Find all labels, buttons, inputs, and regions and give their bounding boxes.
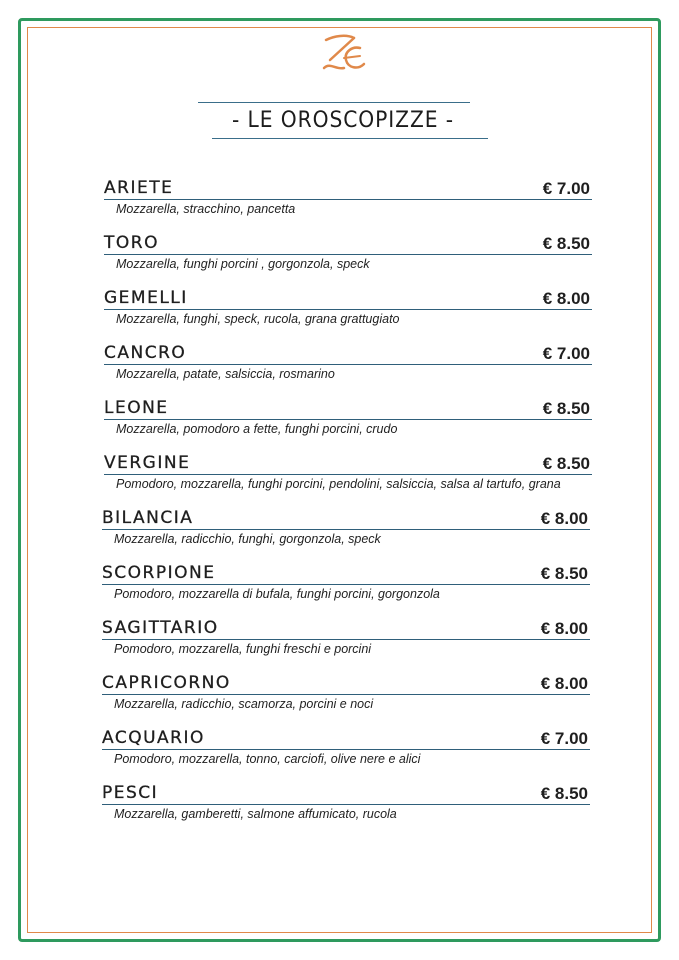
- pizza-price: € 7.00: [542, 344, 590, 363]
- item-rule: [102, 584, 590, 585]
- pizza-name: TORO: [104, 233, 159, 253]
- item-rule: [104, 364, 592, 365]
- item-rule: [104, 474, 592, 475]
- pizza-price: € 8.50: [542, 399, 590, 418]
- pizza-name: CAPRICORNO: [102, 673, 231, 693]
- pizza-ingredients: Pomodoro, mozzarella di bufala, funghi porcini, gorgonzola: [114, 587, 440, 601]
- menu-item: [102, 508, 592, 558]
- item-rule: [104, 199, 592, 200]
- pizza-ingredients: Mozzarella, pomodoro a fette, funghi porcini, crudo: [116, 422, 398, 436]
- menu-item: [102, 618, 592, 668]
- item-rule: [102, 749, 590, 750]
- pizza-price: € 8.00: [540, 674, 588, 693]
- pizza-name: CANCRO: [104, 343, 187, 363]
- pizza-name: VERGINE: [104, 453, 191, 473]
- pizza-ingredients: Pomodoro, mozzarella, funghi freschi e porcini: [114, 642, 372, 656]
- pizza-ingredients: Mozzarella, stracchino, pancetta: [116, 202, 296, 216]
- menu-item: [104, 343, 594, 393]
- pizza-ingredients: Mozzarella, funghi porcini , gorgonzola, speck: [116, 257, 370, 271]
- pizza-name: ARIETE: [104, 178, 174, 198]
- pizza-name: GEMELLI: [104, 288, 188, 308]
- menu-item: [104, 233, 594, 283]
- menu-item: [102, 563, 592, 613]
- menu-title: - LE OROSCOPIZZE -: [231, 108, 455, 133]
- menu-item: [102, 673, 592, 723]
- pizza-ingredients: Mozzarella, radicchio, scamorza, porcini e noci: [114, 697, 374, 711]
- pizza-ingredients: Pomodoro, mozzarella, funghi porcini, pendolini, salsiccia, salsa al tartufo, grana: [116, 477, 561, 491]
- menu-title-block: [198, 100, 488, 144]
- ze-monogram-logo: [316, 30, 368, 78]
- pizza-ingredients: Mozzarella, gamberetti, salmone affumicato, rucola: [114, 807, 397, 821]
- pizza-price: € 7.00: [542, 179, 590, 198]
- pizza-price: € 8.00: [540, 509, 588, 528]
- pizza-name: SAGITTARIO: [102, 618, 219, 638]
- pizza-name: ACQUARIO: [102, 728, 205, 748]
- item-rule: [102, 804, 590, 805]
- pizza-price: € 8.50: [540, 564, 588, 583]
- item-rule: [104, 309, 592, 310]
- pizza-ingredients: Mozzarella, funghi, speck, rucola, grana grattugiato: [116, 312, 400, 326]
- item-rule: [102, 694, 590, 695]
- item-rule: [102, 529, 590, 530]
- item-rule: [102, 639, 590, 640]
- menu-item: [104, 398, 594, 448]
- pizza-ingredients: Mozzarella, patate, salsiccia, rosmarino: [116, 367, 335, 381]
- item-rule: [104, 254, 592, 255]
- pizza-price: € 7.00: [540, 729, 588, 748]
- menu-item: [102, 783, 592, 833]
- pizza-price: € 8.50: [542, 234, 590, 253]
- title-rule-bottom: [212, 138, 488, 139]
- item-rule: [104, 419, 592, 420]
- menu-item: [104, 178, 594, 228]
- menu-item: [104, 288, 594, 338]
- pizza-name: LEONE: [104, 398, 169, 418]
- pizza-price: € 8.00: [542, 289, 590, 308]
- pizza-ingredients: Pomodoro, mozzarella, tonno, carciofi, olive nere e alici: [114, 752, 421, 766]
- pizza-price: € 8.00: [540, 619, 588, 638]
- menu-item: [104, 453, 594, 503]
- pizza-price: € 8.50: [540, 784, 588, 803]
- pizza-name: PESCI: [102, 783, 159, 803]
- pizza-ingredients: Mozzarella, radicchio, funghi, gorgonzola, speck: [114, 532, 381, 546]
- pizza-name: BILANCIA: [102, 508, 194, 528]
- title-rule-top: [198, 102, 470, 103]
- pizza-price: € 8.50: [542, 454, 590, 473]
- pizza-name: SCORPIONE: [102, 563, 216, 583]
- menu-item: [102, 728, 592, 778]
